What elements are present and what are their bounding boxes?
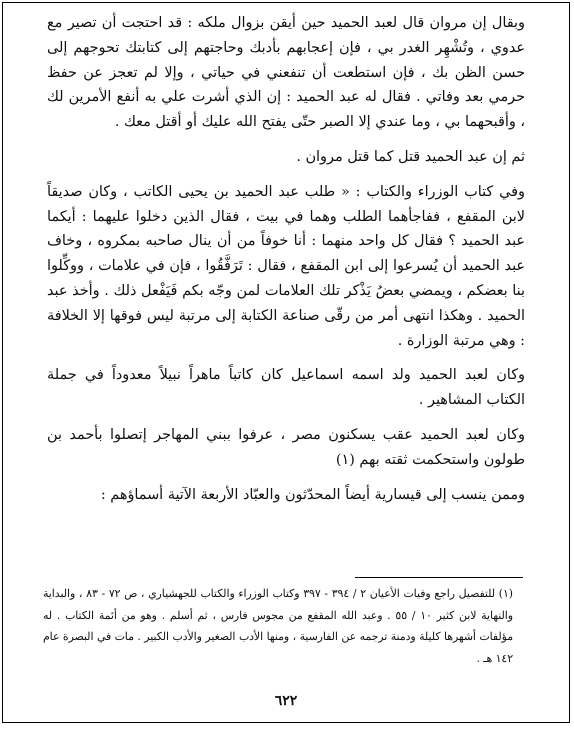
paragraph-caesarea: وممن ينسب إلى قيسارية أيضاً المحدّثون والعبّاد الأربعة الآتية أسماؤهم : bbox=[100, 486, 525, 503]
page-number: ٦٢٢ bbox=[274, 693, 298, 709]
book-page bbox=[2, 2, 570, 723]
paragraph-son-ismail: وكان لعبد الحميد ولد اسمه اسماعيل كان كاتباً ماهراً نبيلاً معدوداً في جملة الكتاب المشاهير . bbox=[47, 367, 525, 409]
paragraph-marwan-dialogue: وبقال إن مروان قال لعبد الحميد حين أيقن بزوال ملكه : قد احتجت أن تصير مع عدوي ، وتُشْهِر الغدر بي ، فإن إعجابهم بأدبك وحاجتهم إلى كتابتك تحوجهم إلى حسن الظن بك ، فإن استطعت أن تنفعني في حياتي ، وإلا لم تعجز عن حفظ حرمي بعد وفاتي . فقال له عبد الحميد : إن الذي أشرت علي به أنفع الأمرين لك ، وأقبحهما بي ، وما عندي إلا الصبر حتّى يفتح الله عليك أو أقتل معك . bbox=[47, 15, 525, 131]
paragraph-book-of-viziers: وفي كتاب الوزراء والكتاب : « طلب عبد الحميد بن يحيى الكاتب ، وكان صديقاً لابن المقفع ، ففاجأهما الطلب وهما في بيت ، فقال الذين دخلوا عليهما : أيكما عبد الحميد ؟ فقال كل واحد منهما : أنا خوفاً من أن ينال صاحبه بمكروه ، وخاف عبد الحميد أن يُسرعوا إلى ابن المقفع ، فقال : تَرَفَّقُوا ، فإن في علامات ، ووكِّلوا بنا بعضكم ، ويمضي بعضُ يَذْكر تلك العلامات لمن وجّه بكم فَيَفْعل ذلك . وأخذ عبد الحميد . وهكذا انتهى أمر من رقّى صناعة الكتابة إلى مرتبة ليس فوقها إلا الخلافة : وهي مرتبة الوزارة . bbox=[47, 183, 525, 349]
main-text bbox=[47, 11, 525, 517]
paragraph-descendants: وكان لعبد الحميد عقب يسكنون مصر ، عرفوا ببني المهاجر إتصلوا بأحمد بن طولون واستحكمت ثقته بهم (١) bbox=[47, 426, 525, 468]
paragraph-killing: ثم إن عبد الحميد قتل كما قتل مروان . bbox=[296, 148, 525, 165]
footnote-divider bbox=[355, 577, 523, 578]
footnote: (١) للتفصيل راجع وفيات الأعيان ٢ / ٣٩٤ - ٣٩٧ وكتاب الوزراء والكتاب للجهشياري ، ص ٧٢ - ٨٣ ، والبداية والنهاية لابن كثير ١٠ / ٥٥ . وعبد الله المقفع من مجوس فارس ، ثم أسلم . وهو من أئمة الكتاب . له مؤلفات أشهرها كليلة ودمنة ترجمه عن الفارسية ، ومنها الأدب الصغير والأدب الكبير . مات في البصرة عام ١٤٢ هـ . bbox=[43, 587, 513, 665]
